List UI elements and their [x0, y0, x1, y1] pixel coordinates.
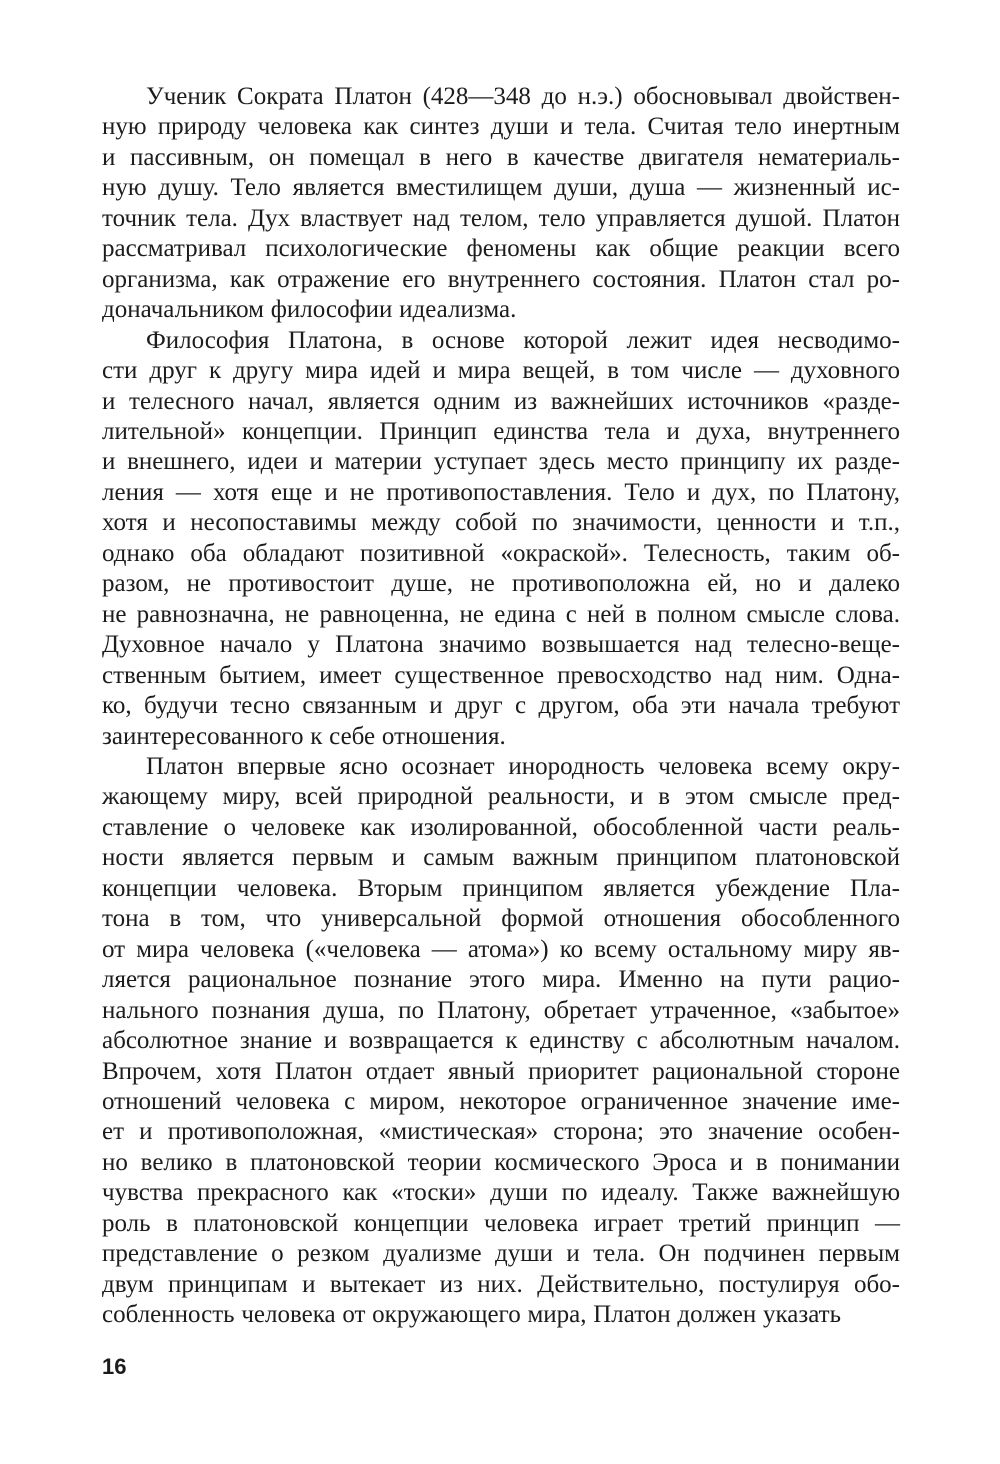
text-line: ет и противоположная, «мистическая» сторона; это значение особен- [102, 1118, 900, 1146]
text-line: жающему миру, всей природной реальности, и в этом смысле пред- [102, 783, 900, 811]
text-line: Философия Платона, в основе которой лежит идея несводимо- [146, 326, 900, 354]
text-line: хотя и несопоставимы между собой по значимости, ценности и т.п., [102, 509, 900, 537]
text-line: ную природу человека как синтез души и тела. Считая тело инертным [102, 113, 900, 141]
page-number: 16 [102, 1354, 127, 1379]
text-line: и пассивным, он помещал в него в качестве двигателя нематериаль- [102, 143, 900, 171]
text-line: от мира человека («человека — атома») ко всему остальному миру яв- [102, 935, 900, 963]
text-line: и внешнего, идеи и материи уступает здесь место принципу их разде- [102, 448, 900, 476]
text-line: ственным бытием, имеет существенное превосходство над ним. Одна- [102, 661, 900, 689]
text-line: нального познания душа, по Платону, обретает утраченное, «забытое» [102, 996, 900, 1024]
text-line: и телесного начал, является одним из важнейших источников «разде- [102, 387, 900, 415]
text-line: концепции человека. Вторым принципом является убеждение Пла- [102, 874, 900, 902]
paragraph-1 [102, 82, 900, 326]
page-body [102, 82, 900, 1331]
text-line: ставление о человеке как изолированной, обособленной части реаль- [102, 813, 900, 841]
text-line: ную душу. Тело является вместилищем души, душа — жизненный ис- [102, 174, 900, 202]
text-line: роль в платоновской концепции человека играет третий принцип — [102, 1209, 900, 1237]
text-line: Ученик Сократа Платон (428—348 до н.э.) обосновывал двойствен- [146, 83, 900, 110]
text-line: Платон впервые ясно осознает инородность человека всему окру- [146, 752, 900, 780]
text-line: двум принципам и вытекает из них. Действительно, постулируя обо- [102, 1270, 900, 1298]
text-line: ности является первым и самым важным принципом платоновской [102, 844, 900, 872]
text-line: точник тела. Дух властвует над телом, тело управляется душой. Платон [102, 204, 900, 232]
text-line: отношений человека с миром, некоторое ограниченное значение име- [102, 1087, 900, 1115]
text-line: ко, будучи тесно связанным и друг с другом, оба эти начала требуют [102, 692, 900, 720]
text-line: Впрочем, хотя Платон отдает явный приоритет рациональной стороне [102, 1057, 900, 1085]
text-line: тона в том, что универсальной формой отношения обособленного [102, 905, 900, 933]
text-line: но велико в платоновской теории космического Эроса и в понимании [102, 1148, 900, 1176]
text-line: заинтересованного к себе отношения. [102, 722, 506, 750]
text-line: представление о резком дуализме души и тела. Он подчинен первым [102, 1240, 900, 1268]
text-line: разом, не противостоит душе, не противоположна ей, но и далеко [102, 570, 900, 598]
text-line: рассматривал психологические феномены как общие реакции всего [102, 235, 900, 263]
text-line: сти друг к другу мира идей и мира вещей, в том числе — духовного [102, 357, 900, 385]
text-line: однако оба обладают позитивной «окраской». Телесность, таким об- [102, 539, 900, 567]
paragraph-2 [102, 326, 900, 752]
text-line: собленность человека от окружающего мира, Платон должен указать [102, 1301, 841, 1329]
text-line: чувства прекрасного как «тоски» души по идеалу. Также важнейшую [102, 1179, 900, 1207]
text-line: ления — хотя еще и не противопоставления. Тело и дух, по Платону, [102, 478, 900, 506]
text-line: не равнозначна, не равноценна, не едина с ней в полном смысле слова. [102, 600, 900, 628]
text-line: ляется рациональное познание этого мира. Именно на пути рацио- [102, 966, 900, 994]
text-line: лительной» концепции. Принцип единства тела и духа, внутреннего [102, 417, 900, 445]
text-line: доначальником философии идеализма. [102, 296, 517, 324]
text-line: Духовное начало у Платона значимо возвышается над телесно-веще- [102, 631, 900, 659]
text-line: организма, как отражение его внутреннего состояния. Платон стал ро- [102, 265, 900, 293]
paragraph-3 [102, 752, 900, 1331]
text-line: абсолютное знание и возвращается к единству с абсолютным началом. [102, 1027, 900, 1055]
